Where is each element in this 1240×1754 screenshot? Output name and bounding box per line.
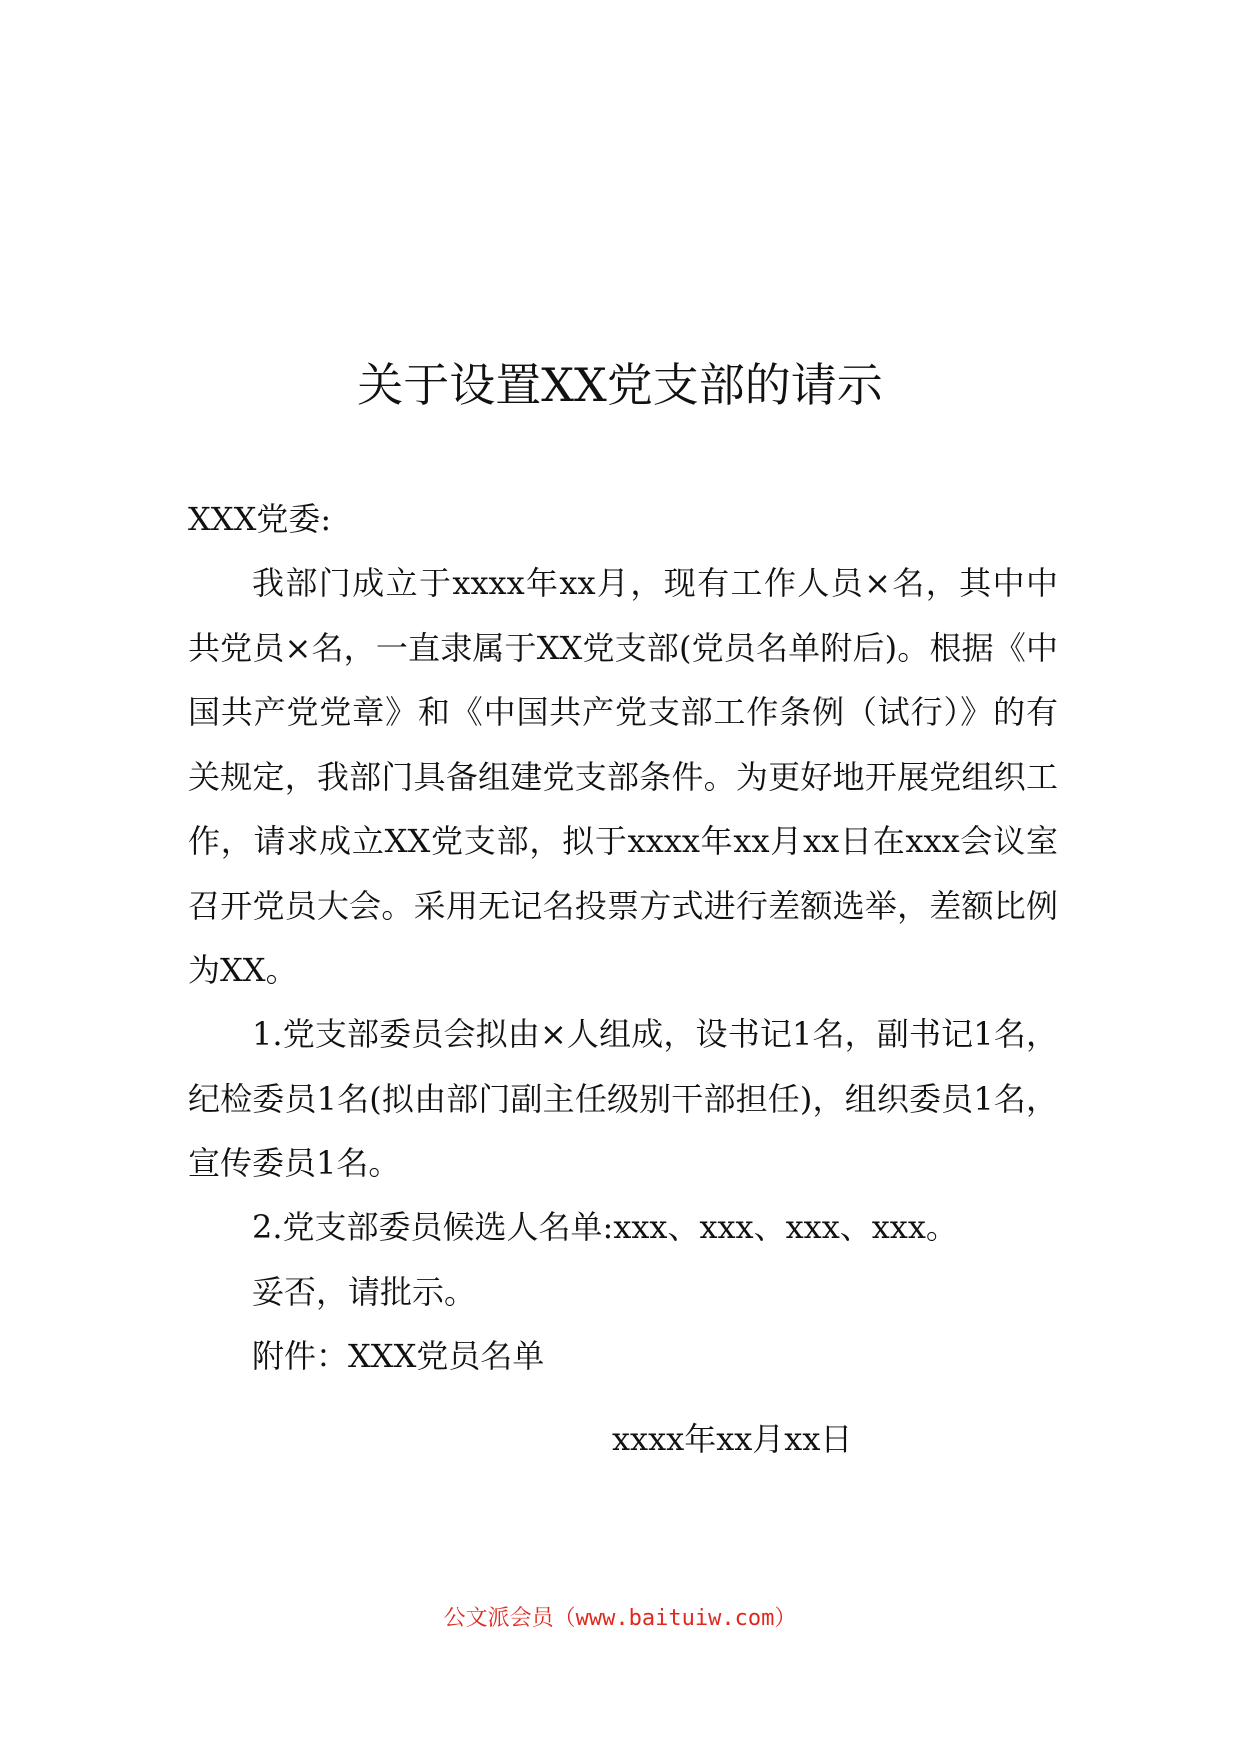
closing-line: 妥否，请批示。 (252, 1273, 477, 1311)
footer-watermark: 公文派会员（www.baituiw.com） (443, 1606, 797, 1631)
candidates-line: 2.党支部委员候选人名单:xxx、xxx、xxx、xxx。 (252, 1208, 958, 1246)
paragraph-text: 1.党支部委员会拟由×人组成，设书记1名，副书记1名，纪检委员1名(拟由部门副主任级别干部担任)，组织委员1名，宣传委员1名。 (188, 1015, 1058, 1182)
document-title: 关于设置XX党支部的请示 (357, 358, 883, 412)
salutation: XXX党委: (188, 500, 332, 538)
body-paragraph-2 (188, 1002, 1058, 1196)
paragraph-text: 我部门成立于xxxx年xx月，现有工作人员×名，其中中共党员×名，一直隶属于XX党支部(党员名单附后)。根据《中国共产党党章》和《中国共产党支部工作条例（试行）》的有关规定，我部门具备组建党支部条件。为更好地开展党组织工作，请求成立XX党支部，拟于xxxx年xx月xx日在xxx会议室召开党员大会。采用无记名投票方式进行差额选举，差额比例为XX。 (188, 564, 1058, 989)
document-date: xxxx年xx月xx日 (612, 1420, 853, 1458)
attachment-line: 附件：XXX党员名单 (252, 1337, 545, 1375)
body-paragraph-1 (188, 551, 1058, 1003)
